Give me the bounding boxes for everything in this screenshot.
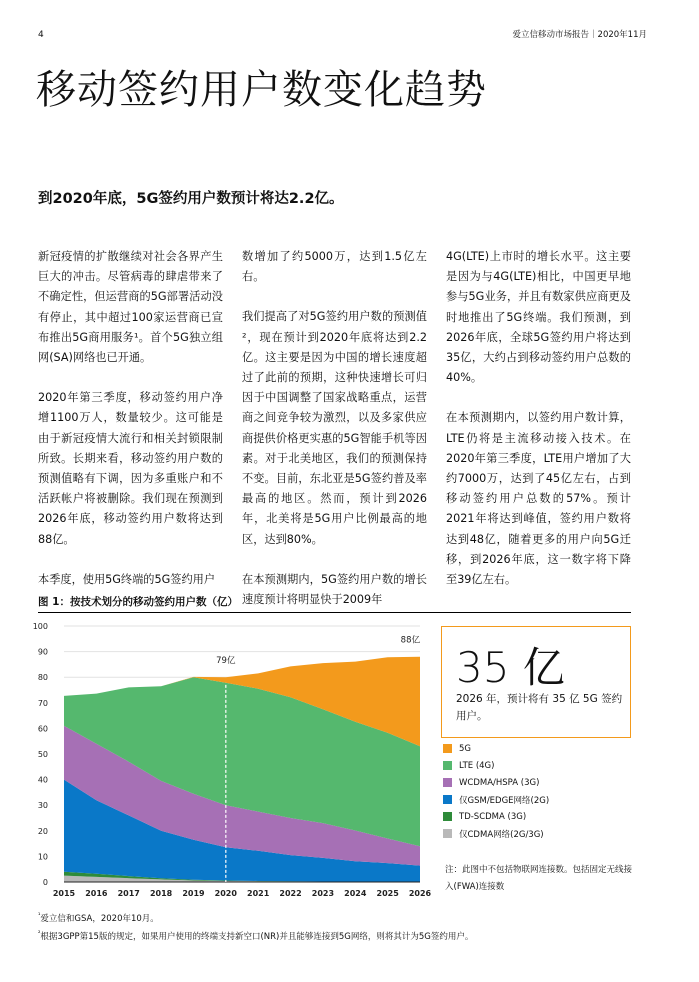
y-tick-label: 90 — [37, 647, 48, 657]
y-tick-label: 10 — [37, 852, 48, 862]
chart-note: 注：此图中不包括物联网连接数。包括固定无线接入(FWA)连接数 — [445, 865, 633, 892]
subscriptions-area-chart — [0, 618, 440, 908]
total-annotation: 79亿 — [216, 656, 236, 667]
y-tick-label: 50 — [37, 750, 48, 759]
legend-item — [443, 825, 549, 842]
legend-item — [443, 791, 549, 808]
paragraph: 2020年第三季度，移动签约用户净增1100万人，数量较少。这可能是由于新冠疫情大流行和相关封锁限制所致。长期来看，移动签约用户数的预测值略有下调，因为多重账户和不活跃帐户将被删除。我们现在预测到2026年底，移动签约用户数将达到88亿。 — [38, 391, 223, 546]
legend-item — [443, 757, 549, 774]
footnote-2 — [38, 930, 473, 942]
paragraph: 数增加了约5000万，达到1.5亿左右。 — [242, 250, 427, 284]
figure-title: 图 1：按技术划分的移动签约用户数（亿） — [38, 596, 238, 608]
legend-swatch — [443, 778, 452, 787]
y-tick-label: 30 — [37, 801, 48, 811]
y-tick-label: 60 — [37, 724, 48, 734]
footnote-text: 爱立信和GSA，2020年10月。 — [40, 914, 159, 924]
footnote-1 — [38, 912, 159, 924]
legend-label: 5G — [459, 743, 471, 754]
legend-swatch — [443, 744, 452, 753]
x-tick-label: 2021 — [247, 889, 270, 898]
legend-label: 仅GSM/EDGE网络(2G) — [459, 795, 550, 806]
x-tick-label: 2024 — [344, 889, 367, 898]
paragraph: 在本预测期内，以签约用户数计算，LTE仍将是主流移动接入技术。在2020年第三季度，LTE用户增加了大约7000万，达到了45亿左右，占到移动签约用户总数的57%。预计2021年将达到峰值，签约用户数将达到48亿，随着更多的用户向5G迁移，到2026年底，这一数字将下降至39亿左右。 — [446, 411, 631, 587]
y-tick-label: 70 — [37, 698, 48, 708]
x-tick-label: 2019 — [182, 889, 205, 898]
legend-label: LTE (4G) — [459, 760, 495, 771]
legend-item — [443, 808, 549, 825]
x-tick-label: 2022 — [279, 889, 302, 898]
total-annotation: 88亿 — [400, 635, 420, 646]
page-title: 移动签约用户数变化趋势 — [36, 67, 487, 113]
paragraph: 新冠疫情的扩散继续对社会各界产生巨大的冲击。尽管病毒的肆虐带来了不确定性，但运营商的5G部署活动没有停止，其中超过100家运营商已宣布推出5G商用服务¹。首个5G独立组网(SA)网络也已开通。 — [38, 250, 223, 365]
figure-divider — [38, 612, 631, 613]
y-tick-label: 20 — [37, 826, 48, 836]
text-column-1 — [38, 247, 223, 610]
x-tick-label: 2026 — [408, 889, 432, 898]
footnote-mark: ² — [38, 930, 41, 938]
x-tick-label: 2016 — [85, 889, 108, 898]
y-tick-label: 0 — [42, 878, 48, 887]
paragraph: 本季度，使用5G终端的5G签约用户 — [38, 572, 216, 586]
legend-label: TD-SCDMA (3G) — [459, 811, 527, 822]
legend-swatch — [443, 829, 452, 838]
legend-swatch — [443, 761, 452, 770]
x-tick-label: 2023 — [311, 889, 335, 898]
legend-label: WCDMA/HSPA (3G) — [459, 777, 540, 788]
page-subtitle: 到2020年底，5G签约用户数预计将达2.2亿。 — [38, 191, 344, 207]
legend-swatch — [443, 812, 452, 821]
callout-text: 2026 年，预计将有 35 亿 5G 签约用户。 — [456, 693, 623, 722]
x-tick-label: 2020 — [214, 889, 237, 898]
footnote-mark: ¹ — [38, 912, 41, 920]
paragraph: 在本预测期内，5G签约用户数的增长速度预计将明显快于2009年 — [242, 572, 427, 607]
legend-swatch — [443, 795, 452, 804]
y-tick-label: 100 — [32, 622, 48, 631]
chart-legend — [443, 740, 549, 842]
x-tick-label: 2025 — [376, 889, 399, 898]
footnote-text: 根据3GPP第15版的规定，如果用户使用的终端支持新空口(NR)并且能够连接到5G网络，则将其计为5G签约用户。 — [40, 932, 474, 942]
paragraph: 我们提高了对5G签约用户数的预测值²，现在预计到2020年底将达到2.2亿。这主要是因为中国的增长速度超过了此前的预期，这种快速增长可归因于中国调整了国家战略重点，运营商之间竞争较为激烈，以及多家供应商提供价格更实惠的5G智能手机等因素。对于北美地区，我们的预测保持不变。目前，东北亚是5G签约普及率最高的地区。然而，预计到2026年，北美将是5G用户比例最高的地区，达到80%。 — [242, 310, 427, 546]
report-title: 爱立信移动市场报告｜2020年11月 — [512, 30, 647, 40]
callout-box — [441, 626, 631, 738]
x-tick-label: 2017 — [117, 889, 140, 898]
page-number: 4 — [38, 30, 44, 40]
x-tick-label: 2018 — [149, 889, 173, 898]
text-column-2 — [242, 247, 427, 630]
paragraph: 4G(LTE)上市时的增长水平。这主要是因为与4G(LTE)相比，中国更早地参与5G业务，并且有数家供应商更及时地推出了5G终端。我们预测，到2026年底，全球5G签约用户将达到35亿，大约占到移动签约用户总数的40%。 — [446, 250, 631, 385]
y-tick-label: 80 — [37, 673, 48, 683]
legend-label: 仅CDMA网络(2G/3G) — [459, 829, 544, 840]
y-tick-label: 40 — [37, 775, 48, 785]
callout-number: 35 亿 — [456, 643, 565, 692]
text-column-3 — [446, 247, 631, 610]
x-tick-label: 2015 — [52, 889, 76, 898]
legend-item — [443, 740, 549, 757]
legend-item — [443, 774, 549, 791]
